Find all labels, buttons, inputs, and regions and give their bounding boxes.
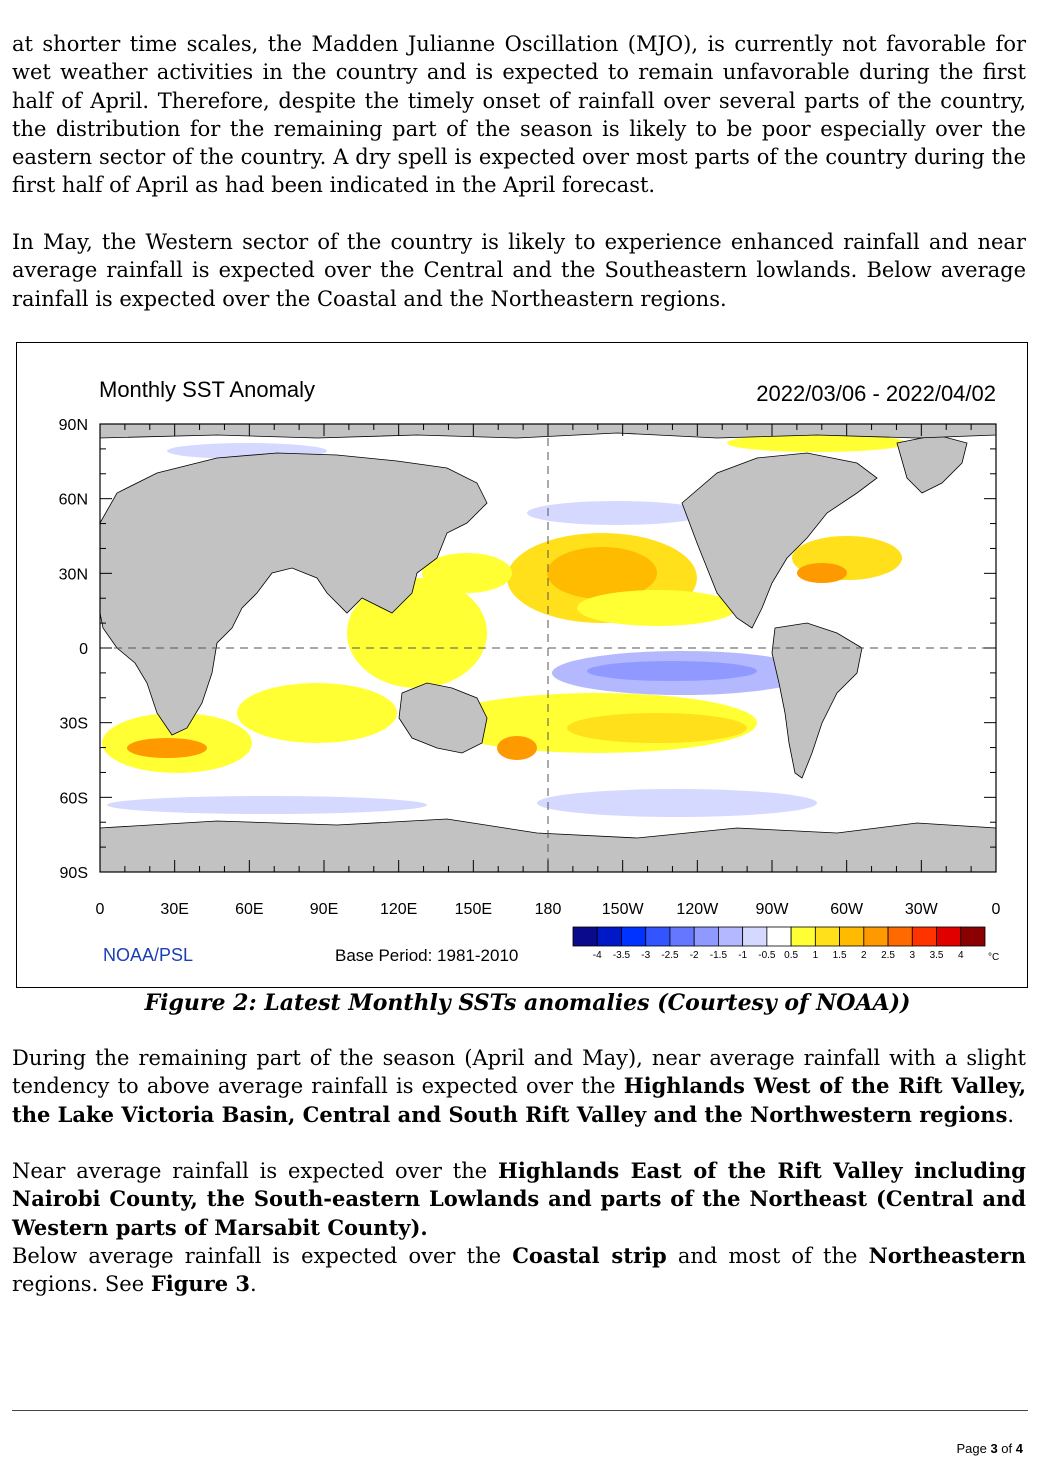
longitude-labels bbox=[96, 901, 1001, 918]
base-period-label: Base Period: 1981-2010 bbox=[335, 946, 519, 965]
lon-label-90w: 90W bbox=[755, 901, 789, 918]
lat-label-30s: 30S bbox=[59, 715, 88, 733]
lat-label-0: 0 bbox=[79, 641, 88, 658]
footer-rule bbox=[12, 1410, 1028, 1411]
sst-anomaly-figure bbox=[16, 342, 1028, 988]
lon-label-150e: 150E bbox=[454, 901, 493, 918]
colorbar-swatch bbox=[961, 927, 985, 946]
colorbar-unit: °C bbox=[988, 952, 1000, 963]
colorbar-swatch bbox=[937, 927, 961, 946]
colorbar-swatch bbox=[573, 927, 597, 946]
lat-label-60s: 60S bbox=[59, 790, 88, 808]
figure-date-range: 2022/03/06 - 2022/04/02 bbox=[756, 381, 996, 406]
p5-text-3: regions. See bbox=[12, 1272, 151, 1297]
lon-label-120w: 120W bbox=[676, 901, 719, 918]
colorbar-label: 4 bbox=[957, 950, 964, 961]
paragraph-april-may-outlook bbox=[12, 1044, 1026, 1129]
lat-label-60n: 60N bbox=[58, 491, 88, 509]
paragraph-may-outlook: In May, the Western sector of the country is likely to experience enhanced rainfall and near average rainfall is expected over the Central and the Southeastern lowlands. Below average rainfall is expected over the Coastal and the Northeastern regions. bbox=[12, 230, 1026, 311]
colorbar-label: -1.5 bbox=[709, 950, 728, 961]
lon-label-180: 180 bbox=[534, 901, 562, 918]
colorbar-label: 1.5 bbox=[832, 950, 847, 961]
lat-label-90s: 90S bbox=[59, 865, 88, 882]
colorbar-labels bbox=[593, 950, 964, 961]
colorbar bbox=[573, 927, 985, 946]
colorbar-label: -3.5 bbox=[612, 950, 631, 961]
paragraph-mjo: at shorter time scales, the Madden Julianne Oscillation (MJO), is currently not favorable for wet weather activities in the country and is expected to remain unfavorable during the first half of April. Therefore, despite the timely onset of rainfall over several parts of the country, the distribution for the remaining part of the season is likely to be poor especially over the eastern sector of the country. A dry spell is expected over most parts of the country during the first half of April as had been indicated in the April forecast. bbox=[12, 32, 1026, 198]
colorbar-swatch bbox=[840, 927, 864, 946]
lon-label-120e: 120E bbox=[379, 901, 418, 918]
colorbar-swatch bbox=[888, 927, 912, 946]
colorbar-label: 3 bbox=[909, 950, 916, 961]
lon-label-90e: 90E bbox=[309, 901, 339, 918]
lon-label-0: 0 bbox=[95, 901, 105, 918]
source-label: NOAA/PSL bbox=[103, 945, 194, 965]
sst-map-svg bbox=[17, 343, 1027, 987]
colorbar-label: -3 bbox=[641, 950, 651, 961]
lon-label-0: 0 bbox=[991, 901, 1001, 918]
latitude-labels bbox=[59, 417, 88, 882]
colorbar-swatch bbox=[646, 927, 670, 946]
lon-label-30w: 30W bbox=[904, 901, 938, 918]
colorbar-swatch bbox=[767, 927, 791, 946]
p5-bold-northeastern: Northeastern bbox=[868, 1243, 1026, 1268]
colorbar-label: 1 bbox=[812, 950, 819, 961]
lat-label-30n: 30N bbox=[58, 566, 88, 584]
figure-title: Monthly SST Anomaly bbox=[99, 377, 316, 402]
colorbar-label: -2 bbox=[689, 950, 699, 961]
colorbar-swatch bbox=[791, 927, 815, 946]
figure-caption: Figure 2: Latest Monthly SSTs anomalies (Courtesy of NOAA)) bbox=[144, 990, 911, 1016]
colorbar-label: 0.5 bbox=[784, 950, 799, 961]
lat-label-90n: 90N bbox=[58, 417, 88, 434]
colorbar-label: 2 bbox=[861, 950, 867, 961]
colorbar-swatch bbox=[815, 927, 839, 946]
colorbar-swatch bbox=[597, 927, 621, 946]
p3-text-2: . bbox=[1007, 1102, 1015, 1127]
colorbar-swatch bbox=[718, 927, 742, 946]
map-area bbox=[100, 424, 996, 872]
footer-page-total: 4 bbox=[1015, 1441, 1023, 1456]
colorbar-label: -2.5 bbox=[661, 950, 679, 961]
p5-text-1: Below average rainfall is expected over the bbox=[12, 1244, 513, 1268]
colorbar-swatch bbox=[864, 927, 888, 946]
lon-label-60e: 60E bbox=[235, 901, 264, 918]
footer-prefix: Page bbox=[956, 1441, 991, 1456]
lon-label-60w: 60W bbox=[830, 901, 864, 918]
paragraph-near-average bbox=[12, 1157, 1026, 1242]
p3-bold-regions: Highlands West of the Rift Valley, the Lake Victoria Basin, Central and South Rift Valley and the Northwestern regions bbox=[12, 1073, 1027, 1127]
page-footer bbox=[956, 1441, 1023, 1456]
p5-bold-figure-ref: Figure 3 bbox=[150, 1271, 251, 1297]
colorbar-label: 3.5 bbox=[929, 950, 944, 961]
colorbar-label: -4 bbox=[592, 950, 602, 961]
colorbar-swatch bbox=[743, 927, 767, 946]
colorbar-swatch bbox=[670, 927, 694, 946]
p4-bold-regions: Highlands East of the Rift Valley including Nairobi County, the South-eastern Lowlands and parts of the Northeast (Central and Western parts of Marsabit County). bbox=[12, 1158, 1026, 1240]
colorbar-swatch bbox=[621, 927, 645, 946]
lon-label-150w: 150W bbox=[601, 901, 644, 918]
colorbar-label: -1 bbox=[738, 950, 748, 961]
p5-bold-coastal: Coastal strip bbox=[512, 1243, 667, 1268]
p4-text-1: Near average rainfall is expected over the bbox=[12, 1159, 499, 1183]
lon-label-30e: 30E bbox=[160, 901, 189, 918]
paragraph-below-average bbox=[12, 1242, 1026, 1299]
colorbar-swatch bbox=[912, 927, 936, 946]
p5-text-2: and most of the bbox=[666, 1244, 869, 1268]
colorbar-swatch bbox=[694, 927, 718, 946]
colorbar-label: -0.5 bbox=[758, 950, 776, 961]
p3-text-1: During the remaining part of the season (April and May), near average rainfall with a slight tendency to above average rainfall is expected over the bbox=[12, 1046, 1026, 1099]
footer-of: of bbox=[997, 1441, 1016, 1456]
colorbar-label: 2.5 bbox=[881, 950, 896, 961]
p5-text-4: . bbox=[250, 1272, 257, 1297]
footer-page-number: 3 bbox=[990, 1441, 998, 1456]
